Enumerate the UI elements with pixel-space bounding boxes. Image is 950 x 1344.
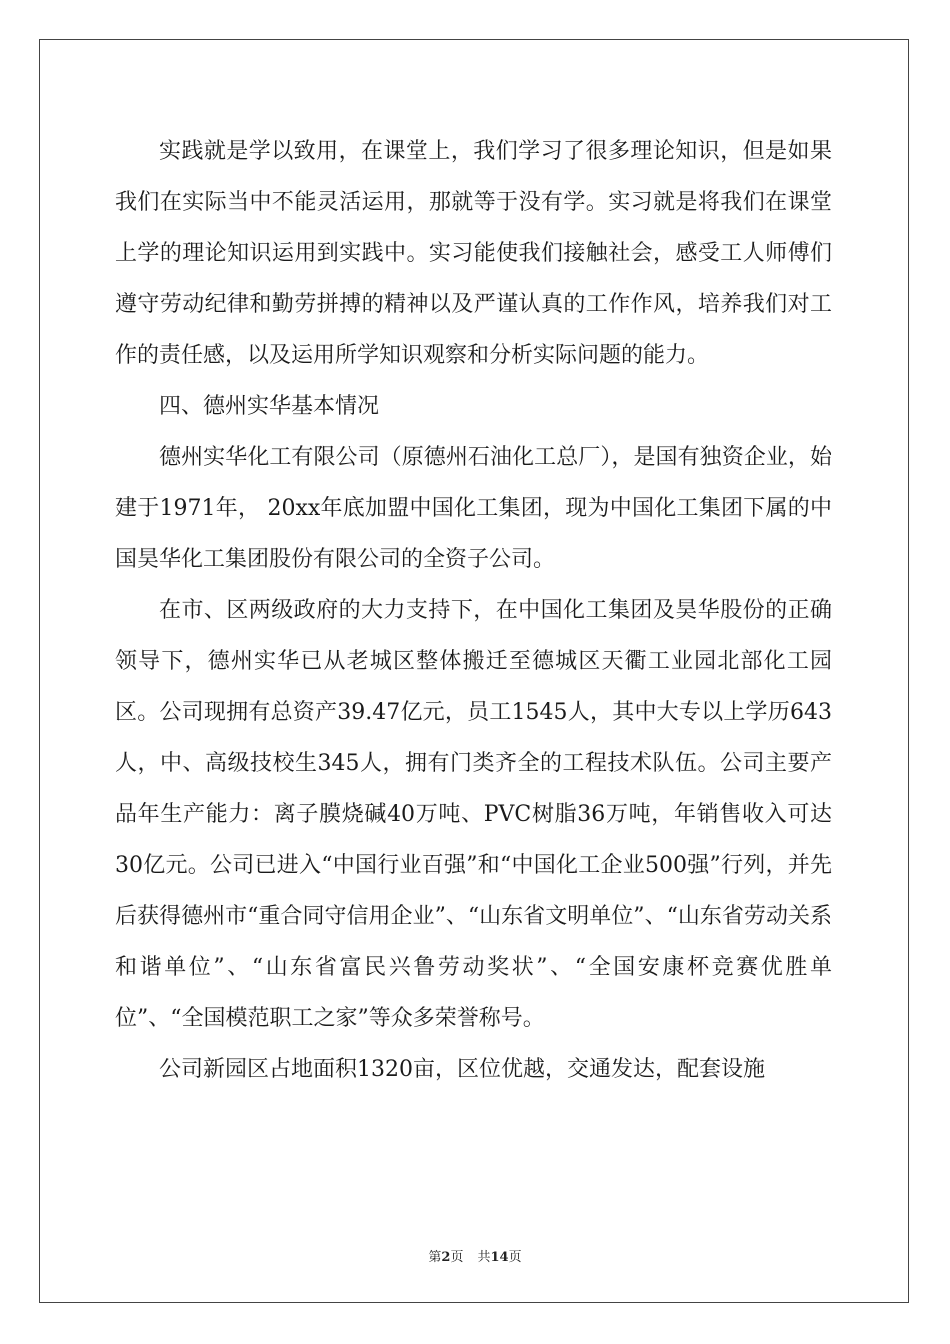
section-heading: 四、德州实华基本情况: [159, 394, 380, 419]
paragraph-company-intro: 德州实华化工有限公司（原德州石油化工总厂），是国有独资企业，始建于1971年， 20xx年底加盟中国化工集团，现为中国化工集团下属的中国昊华化工集团股份有限公司的全资子公司。: [115, 445, 832, 572]
page-total: 共14页: [477, 1250, 522, 1265]
paragraph-company-details: 在市、区两级政府的大力支持下，在中国化工集团及昊华股份的正确领导下，德州实华已从老城区整体搬迁至德城区天衢工业园北部化工园区。公司现拥有总资产39.47亿元，员工1545人，其中大专以上学历643人，中、高级技校生345人，拥有门类齐全的工程技术队伍。公司主要产品年生产能力：离子膜烧碱40万吨、PVC树脂36万吨，年销售收入可达30亿元。公司已进入“中国行业百强”和“中国化工企业500强”行列，并先后获得德州市“重合同守信用企业”、“山东省文明单位”、“山东省劳动关系和谐单位”、“山东省富民兴鲁劳动奖状”、“全国安康杯竞赛优胜单位”、“全国模范职工之家”等众多荣誉称号。: [115, 598, 832, 1031]
paragraph-practice: 实践就是学以致用，在课堂上，我们学习了很多理论知识，但是如果我们在实际当中不能灵活运用，那就等于没有学。实习就是将我们在课堂上学的理论知识运用到实践中。实习能使我们接触社会，感受工人师傅们遵守劳动纪律和勤劳拼搏的精神以及严谨认真的工作作风，培养我们对工作的责任感，以及运用所学知识观察和分析实际问题的能力。: [115, 139, 832, 368]
document-body: [115, 126, 832, 1095]
paragraph-new-park: 公司新园区占地面积1320亩，区位优越，交通发达，配套设施: [159, 1057, 765, 1082]
page-footer: [0, 1246, 950, 1265]
page-number: 第2页: [428, 1250, 464, 1265]
